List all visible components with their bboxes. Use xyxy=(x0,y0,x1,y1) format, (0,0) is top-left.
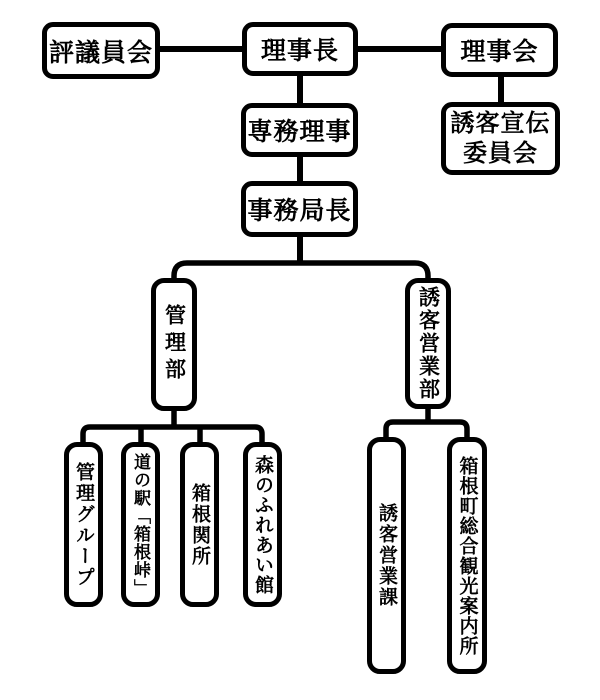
node-label: 箱根関所 xyxy=(189,482,210,567)
node-sales-section xyxy=(367,437,406,674)
node-label: 管理グループ xyxy=(73,461,94,588)
node-label-line1: 誘客宣伝 xyxy=(450,109,551,137)
node-admin-group xyxy=(64,442,103,607)
node-council xyxy=(42,22,160,79)
node-label-line2: 委員会 xyxy=(463,139,538,167)
edge-admin-children-bar xyxy=(83,427,262,444)
node-label: 評議員会 xyxy=(48,38,153,67)
node-label: 理事会 xyxy=(460,38,539,66)
node-label: 事務局長 xyxy=(247,197,352,225)
node-tourist-info-center xyxy=(447,437,487,674)
node-label: 誘客営業課 xyxy=(376,503,397,608)
node-label: 誘客営業部 xyxy=(416,286,440,401)
node-label: 管理部 xyxy=(162,304,186,385)
node-label: 理事長 xyxy=(260,37,339,65)
node-label: 専務理事 xyxy=(247,118,352,146)
node-mori-no-fureaikan xyxy=(243,442,282,607)
node-label: 箱根町総合観光案内所 xyxy=(456,455,478,656)
node-publicity-committee xyxy=(441,102,560,175)
node-admin-dept xyxy=(151,278,197,411)
node-hakone-sekisho xyxy=(180,442,219,607)
edge-branch-depts xyxy=(174,263,428,280)
node-chairman xyxy=(242,22,358,76)
node-sales-dept xyxy=(405,278,451,409)
node-secretary-general xyxy=(241,181,358,237)
node-label: 道の駅「箱根峠」 xyxy=(131,452,150,597)
node-executive-director xyxy=(241,103,358,157)
node-board xyxy=(441,23,558,77)
node-michinoeki-hakonetoge xyxy=(121,442,160,607)
node-label: 森のふれあい館 xyxy=(252,454,273,595)
edge-sales-children-bar xyxy=(386,422,467,439)
